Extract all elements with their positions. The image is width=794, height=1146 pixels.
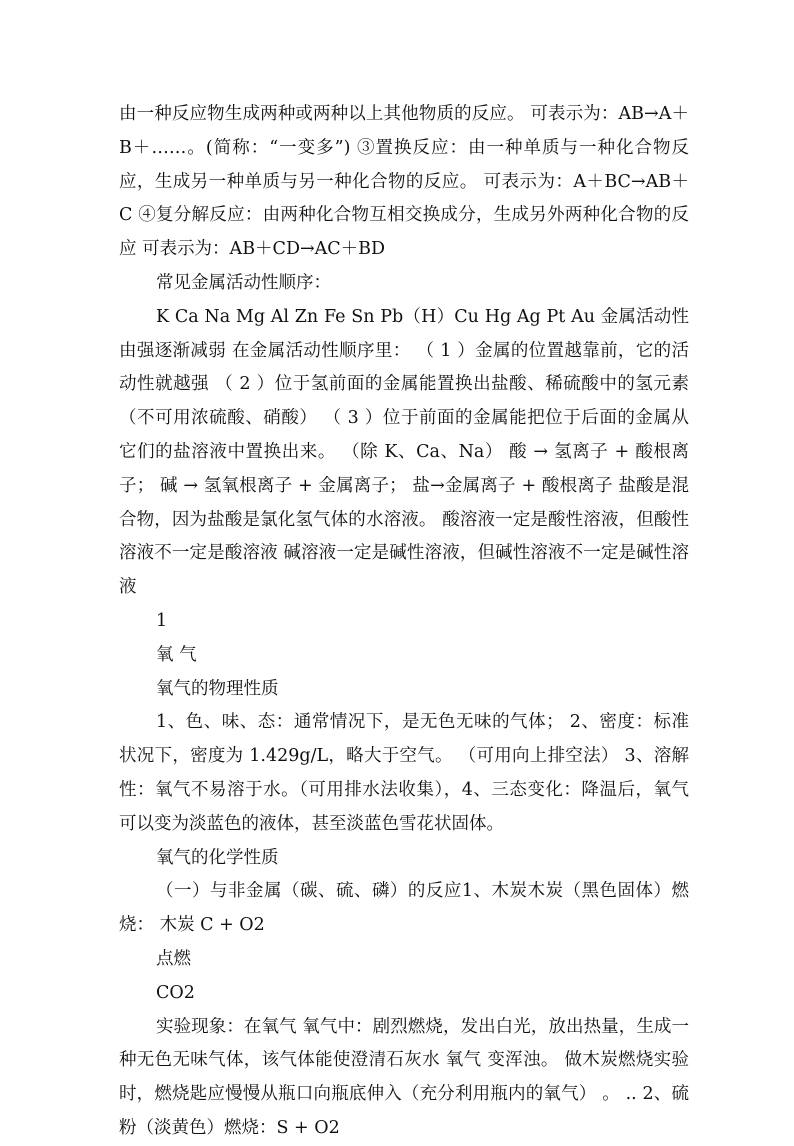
heading-chemical-properties: 氧气的化学性质 bbox=[156, 847, 279, 868]
page-number: 1 bbox=[156, 610, 168, 631]
paragraph-nonmetal-reactions: （一）与非金属（碳、硫、磷）的反应1、木炭木炭（黑色固体）燃烧： 木炭 C + O2 bbox=[119, 881, 689, 936]
document-body bbox=[119, 98, 689, 1146]
reaction-condition-ignite: 点燃 bbox=[156, 948, 191, 969]
paragraph-activity-series: K Ca Na Mg Al Zn Fe Sn Pb（H）Cu Hg Ag Pt Au 金属活动性由强逐渐减弱 在金属活动性顺序里： （ 1 ）金属的位置越靠前，它的活动性就越强 （ 2 ）位于氢前面的金属能置换出盐酸、稀硫酸中的氢元素（不可用浓硫酸、硝酸） （ 3 ）位于前面的金属能把位于后面的金属从它们的盐溶液中置换出来。 （除 K、Ca、Na） 酸 → 氢离子 + 酸根离子； 碱 → 氢氧根离子 + 金属离子； 盐→金属离子 + 酸根离子 盐酸是混合物，因为盐酸是氯化氢气体的水溶液。 酸溶液一定是酸性溶液，但酸性溶液不一定是酸溶液 碱溶液一定是碱性溶液，但碱性溶液不一定是碱性溶液 bbox=[119, 306, 689, 598]
paragraph-experiment-phenomena: 实验现象：在氧气 氧气中：剧烈燃烧，发出白光，放出热量，生成一种无色无味气体，该气体能使澄清石灰水 氧气 变浑浊。 做木炭燃烧实验时，燃烧匙应慢慢从瓶口向瓶底伸入（充分利用瓶内的氧气） 。 .. 2、硫粉（淡黄色）燃烧：S + O2 bbox=[119, 1016, 689, 1138]
reaction-product-co2: CO2 bbox=[156, 982, 195, 1003]
paragraph-reaction-types: 由一种反应物生成两种或两种以上其他物质的反应。 可表示为：AB→A＋B＋……。(简称：“一变多”) ③置换反应：由一种单质与一种化合物反应，生成另一种单质与另一种化合物的反应。 可表示为：A＋BC→AB＋C ④复分解反应：由两种化合物互相交换成分，生成另外两种化合物的反应 可表示为：AB＋CD→AC＋BD bbox=[119, 104, 689, 260]
paragraph-activity-series-heading: 常见金属活动性顺序： bbox=[156, 272, 331, 293]
section-title-oxygen: 氧 气 bbox=[156, 644, 197, 665]
heading-physical-properties: 氧气的物理性质 bbox=[156, 678, 279, 699]
paragraph-physical-properties: 1、色、味、态：通常情况下，是无色无味的气体； 2、密度：标准状况下，密度为 1.429g/L，略大于空气。 （可用向上排空法） 3、溶解性：氧气不易溶于水。（可用排水法收集），4、三态变化：降温后，氧气可以变为淡蓝色的液体，甚至淡蓝色雪花状固体。 bbox=[119, 712, 689, 834]
